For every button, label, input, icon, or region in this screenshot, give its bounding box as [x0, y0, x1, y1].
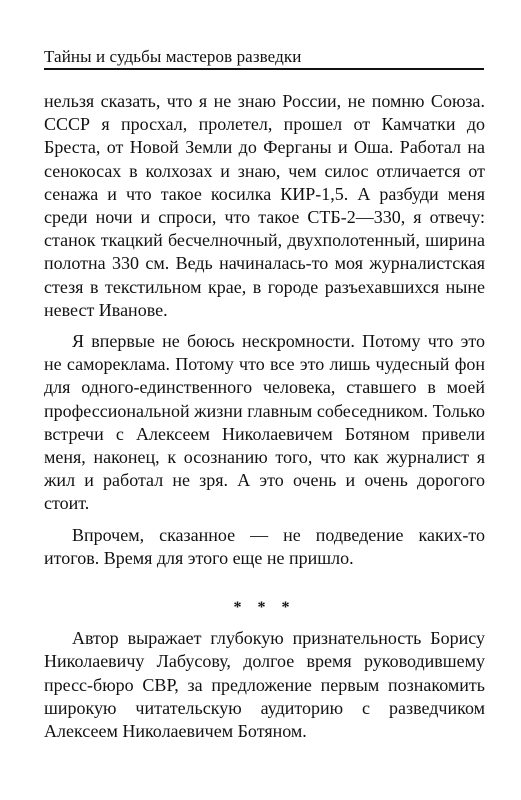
- paragraph-modesty: Я впервые не боюсь нескромности. Потому что это не самореклама. Потому что все это лишь чудесный фон для одного-единственного человека, ставшего в моей профессиональной жизни главным собеседником. Только встречи с Алексеем Николаевичем Ботяном привели меня, наконец, к осознанию того, что как журналист я жил и работал не зря. А это очень и очень дорогого стоит.: [44, 331, 485, 514]
- body-text: [44, 90, 485, 743]
- paragraph-summary: Впрочем, сказанное — не подведение каких-то итогов. Время для этого еще не пришло.: [44, 524, 485, 568]
- section-separator: * * *: [233, 599, 296, 617]
- paragraph-continuation: нельзя сказать, что я не знаю России, не помню Союза. СССР я просхал, пролетел, прошел от Камчатки до Бреста, от Новой Земли до Ферганы и Оша. Работал на сенокосах в колхозах и знаю, чем силос отличается от сенажа и что такое косилка КИР-1,5. А разбуди меня среди ночи и спроси, что такое СТБ-2—330, я отвечу: станок ткацкий бесчелночный, двухполотенный, ширина полотна 330 см. Ведь начиналась-то моя журналистская стезя в текстильном крае, в городе разъехавшихся ныне невест Иванове.: [44, 91, 485, 320]
- paragraph-acknowledgement: Автор выражает глубокую признательность Борису Николаевичу Лабусову, долгое время руководившему пресс-бюро СВР, за предложение первым познакомить широкую читательскую аудиторию с разведчиком Алексеем Николаевичем Ботяном.: [44, 628, 485, 742]
- running-header: Тайны и судьбы мастеров разведки: [44, 44, 484, 70]
